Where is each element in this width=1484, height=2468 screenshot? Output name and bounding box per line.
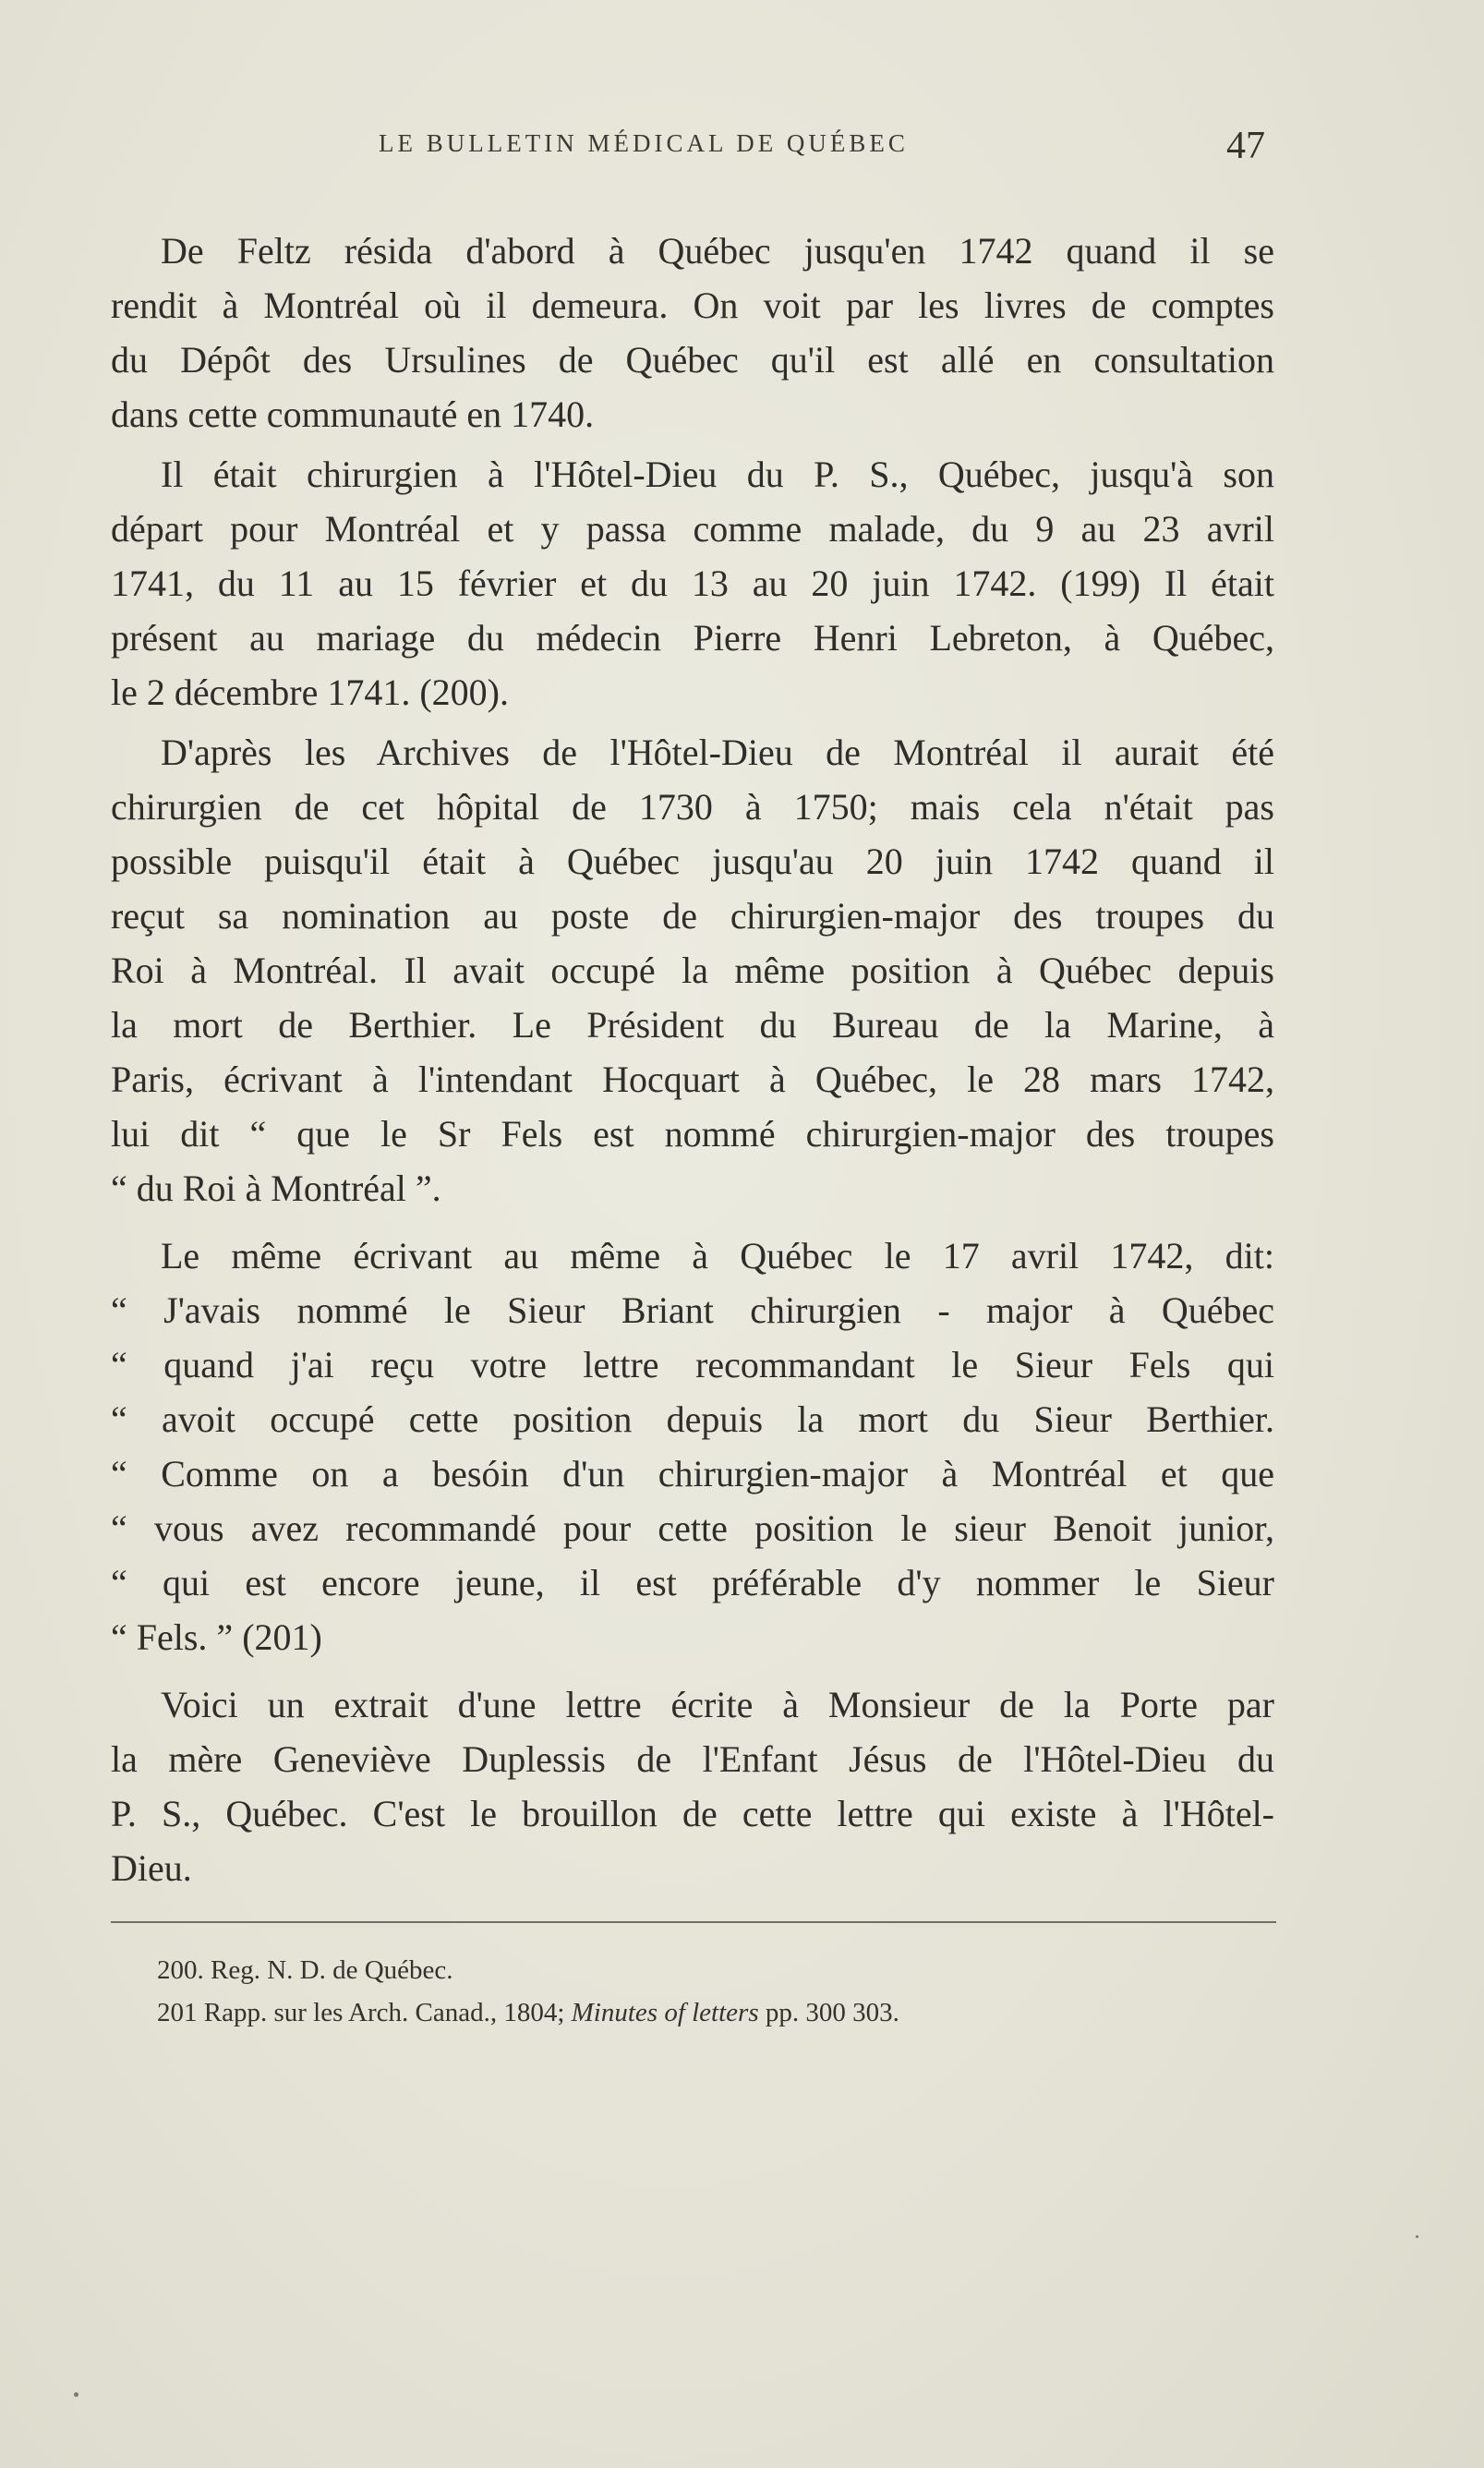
text-line: “ avoit occupé cette position depuis la mort du Sieur Berthier.: [111, 1398, 1274, 1440]
footnote-201: [157, 1991, 1265, 2034]
text-line: “ du Roi à Montréal ”.: [111, 1167, 441, 1209]
text-line: lui dit “ que le Sr Fels est nommé chirurgien-major des troupes: [111, 1113, 1274, 1155]
text-line: De Feltz résida d'abord à Québec jusqu'en 1742 quand il se: [161, 230, 1274, 272]
paragraph-1: [111, 224, 1274, 442]
page-header: [0, 125, 1484, 175]
text-line: “ vous avez recommandé pour cette position le sieur Benoit junior,: [111, 1507, 1274, 1549]
paper-speck: [1416, 2235, 1418, 2238]
text-line: départ pour Montréal et y passa comme malade, du 9 au 23 avril: [111, 508, 1274, 550]
text-line: Paris, écrivant à l'intendant Hocquart à Québec, le 28 mars 1742,: [111, 1059, 1274, 1100]
running-title: LE BULLETIN MÉDICAL DE QUÉBEC: [379, 129, 909, 157]
text-line: la mort de Berthier. Le Président du Bureau de la Marine, à: [111, 1004, 1274, 1046]
paper-speck: [74, 2392, 78, 2397]
text-line: “ qui est encore jeune, il est préférable d'y nommer le Sieur: [111, 1562, 1274, 1603]
footnote-divider: [111, 1921, 1276, 1923]
text-line: dans cette communauté en 1740.: [111, 393, 595, 435]
footnote-201-suffix: pp. 300 303.: [758, 1998, 899, 2027]
text-line: Il était chirurgien à l'Hôtel-Dieu du P. S., Québec, jusqu'à son: [161, 454, 1274, 495]
text-line: possible puisqu'il était à Québec jusqu'au 20 juin 1742 quand il: [111, 841, 1274, 882]
body-text: [111, 224, 1274, 1895]
text-line: Dieu.: [111, 1847, 192, 1889]
text-line: Voici un extrait d'une lettre écrite à Monsieur de la Porte par: [161, 1684, 1274, 1725]
text-line: “ Comme on a besóin d'un chirurgien-major à Montréal et que: [111, 1453, 1274, 1494]
text-line: chirurgien de cet hôpital de 1730 à 1750; mais cela n'était pas: [111, 786, 1274, 828]
footnote-201-prefix: 201 Rapp. sur les Arch. Canad., 1804;: [157, 1998, 572, 2027]
text-line: “ Fels. ” (201): [111, 1616, 322, 1658]
text-line: Le même écrivant au même à Québec le 17 avril 1742, dit:: [161, 1235, 1274, 1276]
paragraph-2: [111, 447, 1274, 720]
text-line: le 2 décembre 1741. (200).: [111, 671, 509, 713]
text-line: reçut sa nomination au poste de chirurgien-major des troupes du: [111, 895, 1274, 937]
paragraph-4: [111, 1228, 1274, 1664]
footnote-200: 200. Reg. N. D. de Québec.: [157, 1955, 453, 1985]
footnotes: [157, 1949, 1265, 2034]
text-line: “ quand j'ai reçu votre lettre recommandant le Sieur Fels qui: [111, 1344, 1274, 1385]
footnote-201-italic: Minutes of letters: [571, 1998, 759, 2027]
text-line: présent au mariage du médecin Pierre Henri Lebreton, à Québec,: [111, 617, 1274, 659]
text-line: 1741, du 11 au 15 février et du 13 au 20 juin 1742. (199) Il était: [111, 563, 1274, 604]
text-line: la mère Geneviève Duplessis de l'Enfant Jésus de l'Hôtel-Dieu du: [111, 1738, 1274, 1780]
text-line: “ J'avais nommé le Sieur Briant chirurgien - major à Québec: [111, 1289, 1274, 1331]
text-line: du Dépôt des Ursulines de Québec qu'il est allé en consultation: [111, 339, 1274, 381]
paragraph-5: [111, 1677, 1274, 1895]
page-number: 47: [1226, 125, 1265, 167]
text-line: rendit à Montréal où il demeura. On voit par les livres de comptes: [111, 284, 1274, 326]
text-line: P. S., Québec. C'est le brouillon de cette lettre qui existe à l'Hôtel-: [111, 1793, 1274, 1834]
text-line: D'après les Archives de l'Hôtel-Dieu de Montréal il aurait été: [161, 732, 1274, 773]
paragraph-3: [111, 725, 1274, 1216]
text-line: Roi à Montréal. Il avait occupé la même position à Québec depuis: [111, 950, 1274, 991]
